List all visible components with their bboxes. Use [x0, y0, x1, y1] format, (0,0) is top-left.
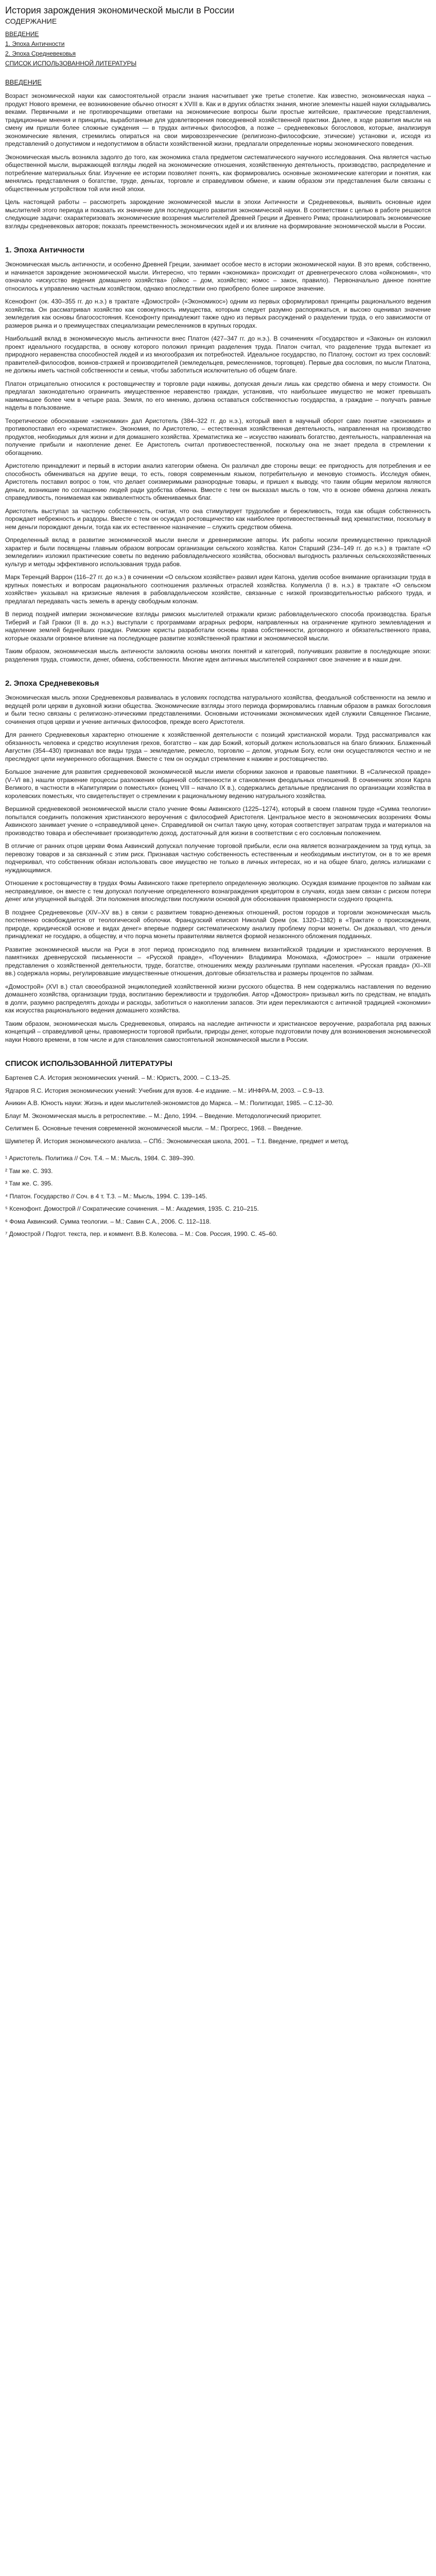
- paragraph: Вершиной средневековой экономической мысли стало учение Фомы Аквинского (1225–1274), который в своем главном труде «Сумма теологии» попытался соединить положения христианского вероучения с философией Аристотеля. Центральное место в экономических воззрениях Фомы Аквинского занимает учение о «справедливой цене». Справедливой он считал такую цену, которая соответствует затратам труда и материалов на производство товара и обеспечивает производителю доход, достаточный для жизни в соответствии с его сословным положением.: [5, 805, 431, 837]
- footnote: ⁶ Фома Аквинский. Сумма теологии. – М.: Савин С.А., 2006. С. 112–118.: [5, 1217, 211, 1225]
- bibliography-item: Блауг М. Экономическая мысль в ретроспективе. – М.: Дело, 1994. – Введение. Методологический приоритет.: [5, 1112, 322, 1120]
- toc-link-introduction[interactable]: ВВЕДЕНИЕ: [5, 30, 39, 38]
- antiquity-heading: 1. Эпоха Античности: [5, 246, 85, 255]
- document-page: [0, 0, 436, 1253]
- introduction-heading: ВВЕДЕНИЕ: [5, 78, 42, 86]
- paragraph: Таким образом, экономическая мысль Средневековья, опираясь на наследие античности и христианское вероучение, разработала ряд важных концепций – справедливой цены, правомерности торговой прибыли, природы денег, которые подготовили почву для возникновения экономической науки Нового времени, в том числе и для становления самостоятельной экономической мысли в России.: [5, 1020, 431, 1043]
- antiquity-section: [5, 261, 431, 664]
- bibliography-list: [5, 1074, 431, 1145]
- footnote: ⁵ Ксенофонт. Домострой // Сократические сочинения. – М.: Академия, 1935. С. 210–215.: [5, 1205, 259, 1212]
- paragraph: Наибольший вклад в экономическую мысль античности внес Платон (427–347 гг. до н.э.). В сочинениях «Государство» и «Законы» он изложил проект идеального государства, в основу которого положил принцип разделения труда. Платон считал, что разделение труда вытекает из природного неравенства способностей людей и из многообразия их потребностей. Идеальное государство, по Платону, состоит из трех сословий: правителей-философов, воинов-стражей и производителей (земледельцев, ремесленников, торговцев). Первые два сословия, по мысли Платона, не должны иметь частной собственности и семьи, чтобы заботиться исключительно об общем благе.: [5, 335, 431, 374]
- bibliography-item: Ядгаров Я.С. История экономических учений: Учебник для вузов. 4-е издание. – М.: ИНФРА-М, 2003. – С.9–13.: [5, 1087, 324, 1094]
- contents-label: СОДЕРЖАНИЕ: [5, 17, 57, 25]
- document-title: История зарождения экономической мысли в России: [5, 5, 235, 15]
- paragraph: Большое значение для развития средневековой экономической мысли имели сборники законов и правовые памятники. В «Салической правде» (V–VI вв.) нашли отражение процессы разложения общинной собственности и становления феодальных отношений. В сочинениях эпохи Карла Великого, в частности в «Капитулярии о поместьях» (конец VIII – начало IX в.), содержались детальные предписания по организации хозяйства в королевских поместьях, что свидетельствует о стремлении к рациональному ведению натурального хозяйства.: [5, 768, 431, 800]
- footnote: ⁷ Домострой / Подгот. текста, пер. и коммент. В.В. Колесова. – М.: Сов. Россия, 1990. С. 45–60.: [5, 1230, 278, 1238]
- introduction-section: [5, 92, 431, 230]
- footnotes: [5, 1155, 431, 1239]
- paragraph: Экономическая мысль эпохи Средневековья развивалась в условиях господства натурального хозяйства, феодальной собственности на землю и ведущей роли церкви в духовной жизни общества. Экономические взгляды этого периода формировались главным образом в рамках богословия и были тесно связаны с религиозно-этическими представлениями. Основными источниками экономических идей служили Священное Писание, сочинения отцов церкви и учение античных философов, прежде всего Аристотеля.: [5, 694, 431, 725]
- paragraph: Таким образом, экономическая мысль античности заложила основы многих понятий и категорий, получивших развитие в последующие эпохи: разделения труда, стоимости, денег, обмена, собственности. Многие идеи античных мыслителей сохраняют свое значение и в наши дни.: [5, 648, 431, 663]
- paragraph: Определенный вклад в развитие экономической мысли внесли и древнеримские авторы. Их работы носили преимущественно прикладной характер и были посвящены главным образом вопросам организации сельского хозяйства. Катон Старший (234–149 гг. до н.э.) в трактате «О земледелии» изложил практические советы по ведению рабовладельческого хозяйства, обосновал выгодность различных сельскохозяйственных культур и методы эффективного использования труда рабов.: [5, 536, 431, 568]
- paragraph: Развитие экономической мысли на Руси в этот период происходило под влиянием византийской традиции и христианского вероучения. В памятниках древнерусской письменности – «Русской правде», «Поучении» Владимира Мономаха, «Домострое» – нашли отражение представления о хозяйственной деятельности, труде, богатстве, отношениях между различными группами населения. «Русская правда» (XI–XII вв.) содержала нормы, регулировавшие имущественные отношения, долговые обязательства и размеры процентов по займам.: [5, 945, 431, 977]
- toc-link-antiquity[interactable]: 1. Эпоха Античности: [5, 40, 65, 47]
- bibliography-item: Шумпетер Й. История экономического анализа. – СПб.: Экономическая школа, 2001. – Т.1. Введение, предмет и метод.: [5, 1137, 350, 1145]
- paragraph: Аристотелю принадлежит и первый в истории анализ категории обмена. Он различал две стороны вещи: ее пригодность для потребления и ее способность обмениваться на другие вещи, то есть, говоря современным языком, потребительную и меновую стоимость. Исследуя обмен, Аристотель поставил вопрос о том, что делает соизмеримыми разнородные товары, и пришел к выводу, что таким общим мерилом являются деньги, возникшие по соглашению людей ради удобства обмена. Вместе с тем он высказал мысль о том, что в основе обмена должна лежать справедливость, понимаемая как эквивалентность обмениваемых благ.: [5, 462, 431, 501]
- bibliography-item: Селигмен Б. Основные течения современной экономической мысли. – М.: Прогресс, 1968. – Введение.: [5, 1125, 303, 1132]
- bibliography-heading: СПИСОК ИСПОЛЬЗОВАННОЙ ЛИТЕРАТУРЫ: [5, 1059, 172, 1068]
- bibliography-item: Бартенев С.А. История экономических учений. – М.: Юристъ, 2000. – С.13–25.: [5, 1074, 231, 1081]
- paragraph: Для раннего Средневековья характерно отношение к хозяйственной деятельности с позиций христианской морали. Труд рассматривался как обязанность человека и средство искупления грехов, богатство – как дар Божий, который должен использоваться на благо ближних. Блаженный Августин (354–430) признавал все виды труда – земледелие, ремесло, торговлю – делом, угодным Богу, если они осуществляются честно и не преследуют цели неумеренного обогащения. Вместе с тем он осуждал стремление к наживе и ростовщичество.: [5, 731, 431, 762]
- paragraph: Цель настоящей работы – рассмотреть зарождение экономической мысли в эпохи Античности и Средневековья, выявить основные идеи мыслителей этого периода и показать их значение для последующего развития экономической науки. В соответствии с целью в работе решаются следующие задачи: охарактеризовать экономические воззрения мыслителей Древней Греции и Древнего Рима; проанализировать экономические взгляды средневековых авторов; показать преемственность экономических идей и их влияние на формирование экономической мысли в России.: [5, 198, 431, 230]
- bibliography-item: Аникин А.В. Юность науки: Жизнь и идеи мыслителей-экономистов до Маркса. – М.: Политиздат, 1985. – С.12–30.: [5, 1099, 334, 1107]
- table-of-contents: [5, 30, 431, 67]
- paragraph: Экономическая мысль античности, и особенно Древней Греции, занимает особое место в истории экономической науки. В это время, собственно, и начинается зарождение экономической мысли. Интересно, что термин «экономика» происходит от древнегреческого слова «ойкономия», что означало «искусство ведения домашнего хозяйства» (ойкос – дом, хозяйство; номос – закон, правило). Первоначально данное понятие относилось к управлению частным хозяйством, однако впоследствии оно приобрело более широкое значение.: [5, 261, 431, 292]
- paragraph: Отношение к ростовщичеству в трудах Фомы Аквинского также претерпело определенную эволюцию. Осуждая взимание процентов по займам как несправедливое, он вместе с тем допускал получение определенного вознаграждения кредитором в случаях, когда заем связан с риском потери денег или упущенной выгодой. Эти положения впоследствии послужили основой для обоснования правомерности ссудного процента.: [5, 879, 431, 903]
- footnote: ⁴ Платон. Государство // Соч. в 4 т. Т.3. – М.: Мысль, 1994. С. 139–145.: [5, 1192, 207, 1200]
- paragraph: В период поздней империи экономические взгляды римских мыслителей отражали кризис рабовладельческого способа производства. Братья Тиберий и Гай Гракхи (II в. до н.э.) выступали с программами аграрных реформ, направленных на ограничение крупного землевладения и наделение землей беднейших граждан. Римские юристы разработали основы права собственности, договорного и обязательственного права, которые оказали огромное влияние на последующее развитие хозяйственной практики и экономической мысли.: [5, 611, 431, 642]
- paragraph: Экономическая мысль возникла задолго до того, как экономика стала предметом систематического научного исследования. Она является частью общественной мысли, выражающей взгляды людей на экономические отношения, хозяйственную деятельность, производство, распределение и потребление материальных благ. Изучение ее истории позволяет понять, как формировались основные экономические категории и понятия, как менялись представления о богатстве, труде, деньгах, торговле и справедливом обмене, и каким образом эти представления были связаны с общественным устройством той или иной эпохи.: [5, 153, 431, 193]
- footnote: ² Там же. С. 393.: [5, 1167, 53, 1175]
- middle-ages-section: [5, 694, 431, 1044]
- paragraph: Аристотель выступал за частную собственность, считая, что она стимулирует трудолюбие и бережливость, тогда как общая собственность порождает небрежность и раздоры. Вместе с тем он осуждал ростовщичество как наиболее противоестественный вид хрематистики, поскольку в нем деньги порождают деньги, тогда как их естественное назначение – служить средством обмена.: [5, 507, 431, 531]
- paragraph: Платон отрицательно относился к ростовщичеству и торговле ради наживы, допуская деньги лишь как средство обмена и меру стоимости. Он предлагал законодательно ограничить имущественное неравенство граждан, установив, что наибольшее имущество не может превышать наименьшее более чем в четыре раза. Земля, по его мнению, должна оставаться собственностью государства, а граждане – получать равные наделы в пользование.: [5, 380, 431, 411]
- toc-link-bibliography[interactable]: СПИСОК ИСПОЛЬЗОВАННОЙ ЛИТЕРАТУРЫ: [5, 60, 137, 67]
- footnote: ³ Там же. С. 395.: [5, 1180, 53, 1187]
- paragraph: «Домострой» (XVI в.) стал своеобразной энциклопедией хозяйственной жизни русского общества. В нем содержались наставления по ведению домашнего хозяйства, организации труда, воспитанию бережливости и трудолюбия. Автор «Домостроя» призывал жить по средствам, не впадать в долги, разумно распределять доходы и расходы, заботиться о накоплении запасов. Эти идеи перекликаются с античной традицией «экономии» как искусства рационального ведения домашнего хозяйства.: [5, 982, 431, 1014]
- middle-ages-heading: 2. Эпоха Средневековья: [5, 679, 99, 688]
- paragraph: Марк Теренций Варрон (116–27 гг. до н.э.) в сочинении «О сельском хозяйстве» развил идеи Катона, уделив особое внимание организации труда в крупных поместьях и вопросам рационального соотношения различных отраслей хозяйства. Колумелла (I в. н.э.) в трактате «О сельском хозяйстве» указывал на кризисные явления в рабовладельческом хозяйстве, связанные с низкой производительностью рабского труда, и предлагал передавать часть земель в аренду свободным колонам.: [5, 573, 431, 605]
- toc-link-middle-ages[interactable]: 2. Эпоха Средневековья: [5, 50, 76, 57]
- paragraph: Теоретическое обоснование «экономики» дал Аристотель (384–322 гг. до н.э.), который ввел в научный оборот само понятие «экономия» и противопоставил его «хрематистике». Экономия, по Аристотелю, – естественная хозяйственная деятельность, направленная на производство продуктов, необходимых для жизни и для домашнего хозяйства. Хрематистика же – искусство наживать богатство, деятельность, направленная на получение прибыли и накопление денег. Ее Аристотель считал противоестественной, поскольку она не знает предела в стремлении к обогащению.: [5, 417, 431, 456]
- paragraph: Возраст экономической науки как самостоятельной отрасли знания насчитывает уже третье столетие. Как известно, экономическая наука – продукт Нового времени, ее возникновение обычно относят к XVIII в. Как и в других областях знания, многие элементы нашей науки складывались веками. Первичными и не противоречащими ответами на экономические вопросы были простые житейские, практические представления, традиционные мнения и принципы, выработанные для удовлетворения повседневной хозяйственной практики. Далее, в ходе развития мысли на смену им пришли более сложные суждения — в трудах античных философов, а позже – средневековых богословов, которые, анализируя экономические явления, стремились опираться на свои мировоззренческие (религиозно-философские, этические) установки и, исходя из представлений о допустимом и недопустимом в области хозяйственной жизни, предлагали определенные нормы экономического поведения.: [5, 92, 431, 147]
- paragraph: В позднее Средневековье (XIV–XV вв.) в связи с развитием товарно-денежных отношений, ростом городов и торговли экономическая мысль постепенно освобождается от теологической оболочки. Французский епископ Николай Орем (ок. 1320–1382) в «Трактате о происхождении, природе, юридической основе и видах денег» впервые подверг систематическому анализу проблему порчи монеты. Он доказывал, что деньги принадлежат не государю, а обществу, и что порча монеты правителями является формой незаконного обложения подданных.: [5, 908, 431, 940]
- footnote: ¹ Аристотель. Политика // Соч. Т.4. – М.: Мысль, 1984. С. 389–390.: [5, 1155, 195, 1162]
- paragraph: Ксенофонт (ок. 430–355 гг. до н.э.) в трактате «Домострой» («Экономикос») одним из первых сформулировал принципы рационального ведения хозяйства. Он рассматривал хозяйство как совокупность имущества, которым следует разумно распоряжаться, и высоко оценивал значение земледелия как основы благосостояния. Ксенофонту принадлежит также одно из первых рассуждений о разделении труда, о его зависимости от размеров рынка и о преимуществах специализации ремесленников в крупных городах.: [5, 298, 431, 329]
- paragraph: В отличие от ранних отцов церкви Фома Аквинский допускал получение торговой прибыли, если она является вознаграждением за труд купца, за перевозку товаров и за связанный с этим риск. Признавая частную собственность естественным и необходимым институтом, он в то же время подчеркивал, что собственник обязан использовать свое имущество не только в личных интересах, но и на общее благо, делясь излишками с нуждающимися.: [5, 842, 431, 874]
